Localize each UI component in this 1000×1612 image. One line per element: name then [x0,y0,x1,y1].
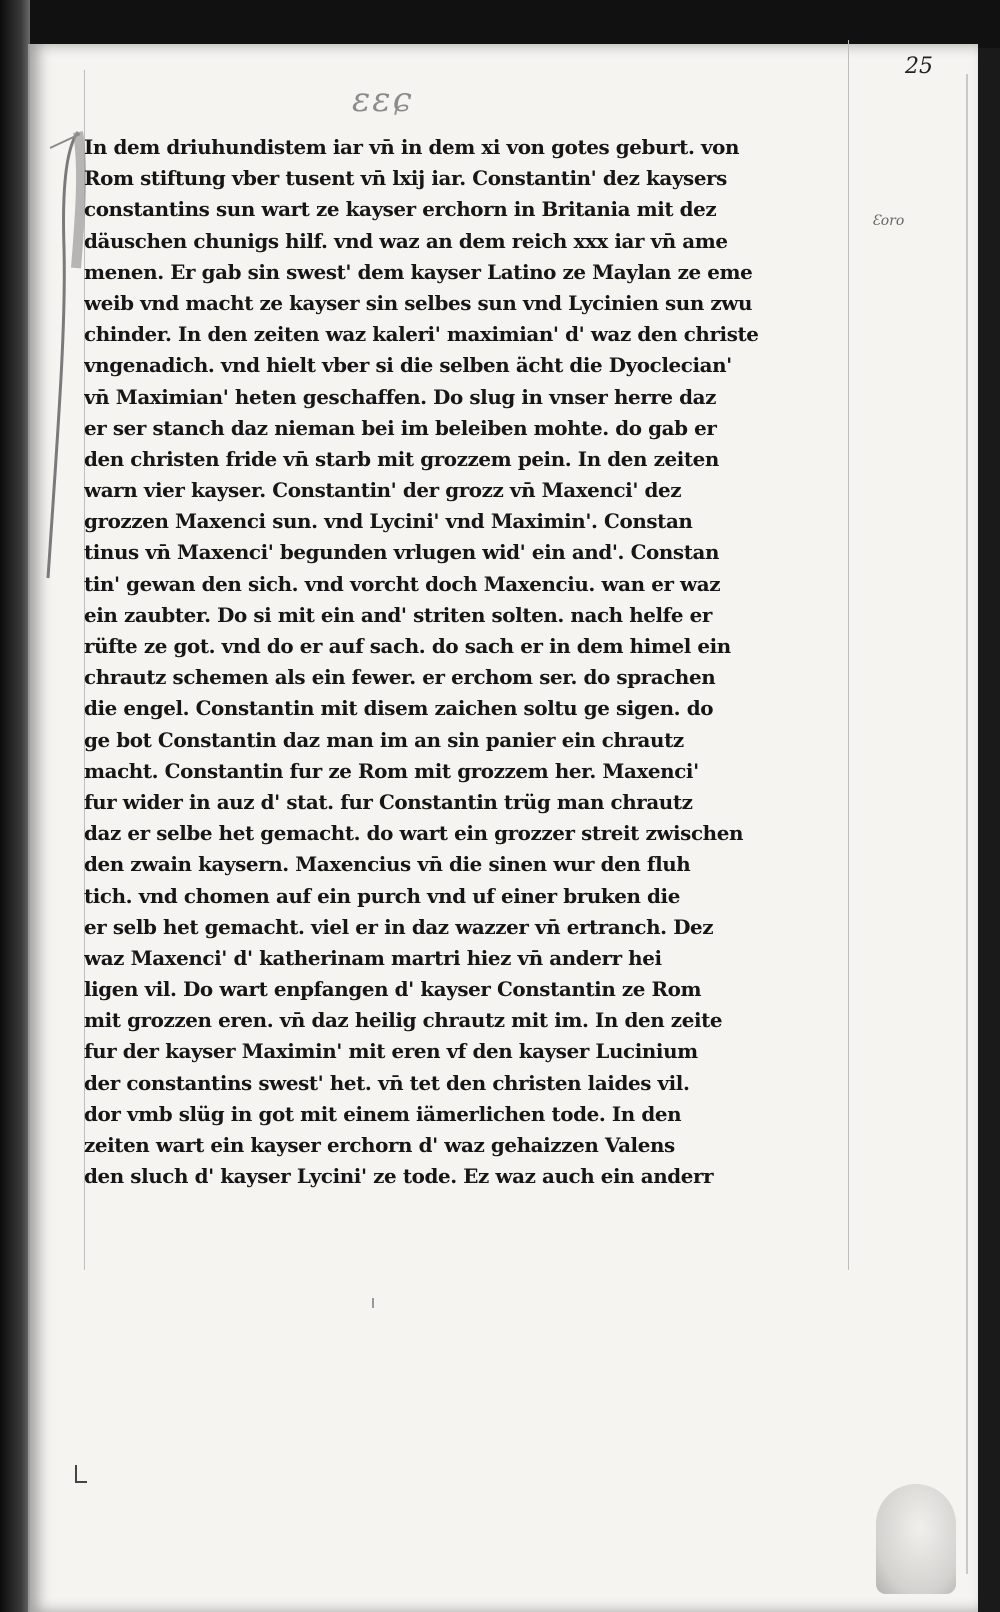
text-line: In dem driuhundistem iar vn̄ in dem xi von gotes geburt. von [84,135,740,159]
text-line: menen. Er gab sin swest' dem kayser Latino ze Maylan ze eme [84,259,753,284]
page-edge [966,74,968,1574]
text-line: warn vier kayser. Constantin' der grozz vn̄ Maxenci' dez [84,478,682,503]
text-line: ge bot Constantin daz man im an sin panier ein chrautz [84,727,684,752]
text-line: der constantins swest' het. vn̄ tet den christen laides vil. [84,1070,690,1095]
scanner-top-bar [0,0,1000,48]
text-line: den zwain kaysern. Maxencius vn̄ die sinen wur den fluh [84,852,691,877]
text-line: Rom stiftung vber tusent vn̄ lxij iar. Constantin' dez kaysers [84,166,727,191]
text-line: grozzen Maxenci sun. vnd Lycini' vnd Maximin'. Constan [84,509,693,534]
text-line: den christen fride vn̄ starb mit grozzem pein. In den zeiten [84,446,719,471]
text-line: er selb het gemacht. viel er in daz wazzer vn̄ ertranch. Dez [84,914,714,939]
text-line: zeiten wart ein kayser erchorn d' waz gehaizzen Valens [84,1133,675,1157]
text-line: vngenadich. vnd hielt vber si die selben ächt die Dyoclecian' [84,353,732,378]
text-line: chrautz schemen als ein fewer. er erchom ser. do sprachen [84,665,716,690]
text-line: dor vmb slüg in got mit einem iämerlichen tode. In den [84,1101,682,1126]
manuscript-text [84,132,854,1192]
text-line: daz er selbe het gemacht. do wart ein grozzer streit zwischen [84,821,744,846]
text-line: vn̄ Maximian' heten geschaffen. Do slug in vnser herre daz [84,384,717,409]
text-line: tin' gewan den sich. vnd vorcht doch Maxenciu. wan er waz [84,571,721,596]
text-line: waz Maxenci' d' katherinam martri hiez vn̄ anderr hei [84,945,662,970]
text-line: constantins sun wart ze kayser erchorn in Britania mit dez [84,197,717,222]
text-line: chinder. In den zeiten waz kaleri' maximian' d' waz den christe [84,322,759,347]
text-line: die engel. Constantin mit disem zaichen soltu ge sigen. do [84,696,714,721]
thumb-shadow [876,1484,956,1594]
text-line: däuschen chunigs hilf. vnd waz an dem reich xxx iar vn̄ ame [84,228,728,253]
text-line: macht. Constantin fur ze Rom mit grozzem her. Maxenci' [84,758,699,783]
text-line: ligen vil. Do wart enpfangen d' kayser Constantin ze Rom [84,977,702,1002]
text-line: fur der kayser Maximin' mit eren vf den kayser Lucinium [84,1039,698,1064]
text-line: tinus vn̄ Maxenci' begunden vrlugen wid' ein and'. Constan [84,540,720,565]
text-line: er ser stanch daz nieman bei im beleiben mohte. do gab er [84,415,717,440]
bottom-margin-mark [75,1465,87,1483]
text-line: fur wider in auz d' stat. fur Constantin trüg man chrautz [84,789,693,814]
header-mark: ɛɛɕ [352,80,414,120]
text-line: rüfte ze got. vnd do er auf sach. do sach er in dem himel ein [84,634,731,658]
text-line: tich. vnd chomen auf ein purch vnd uf einer bruken die [84,883,680,908]
text-line: ein zaubter. Do si mit ein and' striten solten. nach helfe er [84,602,712,627]
scanner-left-shadow [0,0,30,1612]
text-line: mit grozzen eren. vn̄ daz heilig chrautz mit im. In den zeite [84,1008,723,1033]
folio-number: 25 [905,54,933,79]
text-line: weib vnd macht ze kayser sin selbes sun vnd Lycinien sun zwu [84,290,753,315]
text-line: den sluch d' kayser Lycini' ze tode. Ez waz auch ein anderr [84,1164,714,1189]
ink-tick [372,1298,374,1308]
margin-note: Ɛoro [872,213,905,229]
